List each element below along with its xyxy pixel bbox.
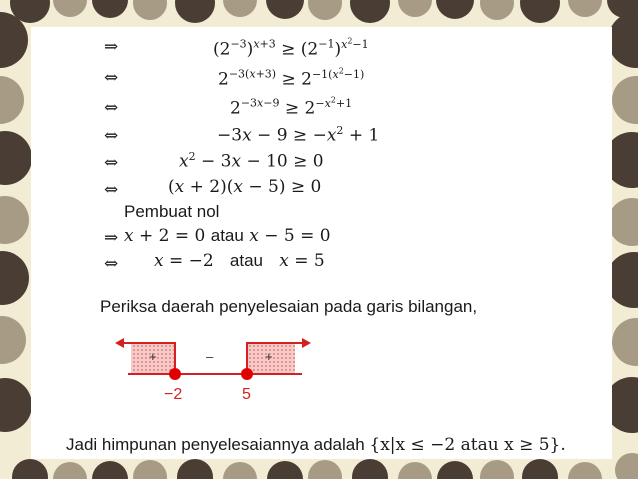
step-3-expression: $2^{-3x-9} \ge 2^{-x^2+1}$	[230, 95, 353, 119]
point-minus-2	[169, 368, 181, 380]
step-5-expression: $x^2 - 3x - 10 \ge 0$	[179, 150, 324, 172]
instruction-text: Periksa daerah penyelesaian pada garis bilangan,	[100, 297, 478, 316]
conclusion-text	[66, 435, 566, 455]
step-7-expression: x + 2 = 0 atau x − 5 = 0	[124, 226, 331, 246]
step-4-expression: $-3x - 9 \ge -x^2 + 1$	[217, 124, 380, 146]
step-2-expression: $2^{-3(x+3)} \ge 2^{-1(x^2-1)}$	[218, 66, 365, 90]
pembuat-nol-label: Pembuat nol	[124, 202, 220, 221]
iff-arrow: ⇔	[104, 126, 119, 146]
sign-left: +	[149, 349, 157, 364]
step-8-expression: x = −2 atau x = 5	[154, 251, 325, 271]
sign-middle: –	[206, 349, 214, 364]
iff-arrow: ⇔	[104, 254, 119, 274]
iff-arrow: ⇔	[104, 153, 119, 173]
conclusion-prefix: Jadi himpunan penyelesaiannya adalah	[66, 435, 365, 454]
iff-arrow: ⇔	[104, 98, 119, 118]
conclusion-set: {x|x ≤ −2 atau x ≥ 5}.	[369, 435, 566, 455]
label-5: 5	[242, 386, 251, 403]
step-1-expression: $(2^{-3})^{x+3} \ge (2^{-1})^{x^2-1}$	[213, 36, 369, 60]
step-6-expression: (x + 2)(x − 5) ≥ 0	[168, 177, 322, 197]
point-5	[241, 368, 253, 380]
iff-arrow: ⇔	[104, 68, 119, 88]
right-arrow-head	[302, 338, 311, 348]
label-minus-2: −2	[164, 386, 183, 403]
implies-arrow: ⇒	[104, 37, 119, 57]
left-arrow-head	[115, 338, 124, 348]
implies-arrow: ⇒	[104, 228, 119, 248]
iff-arrow: ⇔	[104, 180, 119, 200]
sign-right: +	[265, 349, 273, 364]
